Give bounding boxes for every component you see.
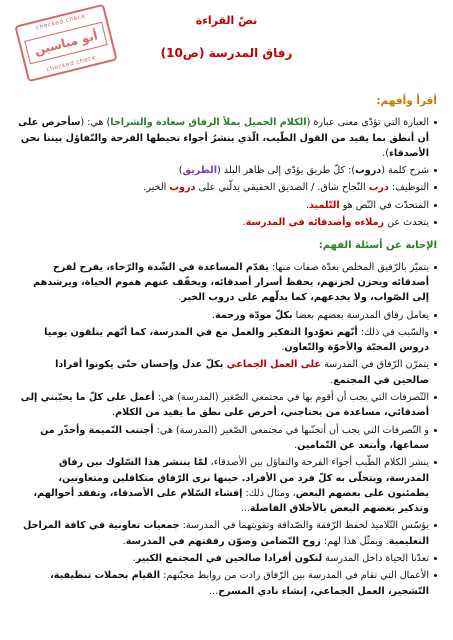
list-item [17,423,437,454]
worksheet-content [17,92,437,601]
item-text-segment: . [294,439,298,451]
item-text-segment: ): كلّ طريق يؤدّي إلى ظاهر البلد ( [217,165,356,177]
item-text-segment: يؤسّس التّلاميذ لحفظ الرّفقة والصّداقة وتقويتهما في المدرسة: [179,520,429,532]
list-item [17,568,437,599]
list-item [17,551,437,566]
item-text-segment: جمعيات تعاونية في كافة المراحل التعليمية [23,520,429,547]
read-items-list [17,115,437,230]
item-text-segment: . ويمثّل هذا لهم: [320,535,389,547]
item-text-segment: لنكون أفرادا صالحين في المجتمع الكبير [135,553,323,565]
item-text-segment: التوظيف: [388,182,429,194]
item-text-segment: . [242,217,246,229]
item-text-segment: سأحرص على أن أنطق بما يفيد من القول الطّيب، الّذي ينشرُ أجواء تحيطها الفرحة والتّفاؤل بيننا نحن الأصدقاء [18,117,429,159]
item-text-segment: . [178,292,182,304]
item-text-segment: أنّهم تعوّدوا التفكير والعمل مع في المدرسة، كما أنّهم يتلقون يوميا دروس المحبّة والأخوّة والتّعاون [44,326,429,354]
item-text-segment: . [112,407,116,419]
item-text-segment: النّجاح شاق. / الصديق الحقيقي يدلّني على [195,182,369,194]
item-text-segment: دروب [169,182,196,194]
list-item [17,518,437,549]
list-item [17,455,437,516]
item-text-segment: . [281,342,285,354]
item-text-segment: دروب [355,165,382,177]
item-text-segment: القيام بحملات تنظيفية، التّشجير، العمل الجماعي، إنشاء نادي المسرح [50,570,429,597]
item-text-segment: أجتنب النّميمة وأحذّر من سماعها، وأبتعد عن التّمامين [40,424,429,451]
item-text-segment: الطريق [182,165,218,177]
item-text-segment: والسّبب في ذلك: [357,326,429,338]
item-text-segment: تعدّنا الحياة داخل المدرسة [322,553,429,565]
list-item [17,308,437,323]
item-text-segment: التّلميذ [309,199,340,211]
item-text-segment: لمّا ينتشر هذا السّلوك بين رفاق المدرسة، ويتحلّى به كلّ فرد من الأفراد. حينها نرى الرّفاق متكافلين ومتعاونين، يطمئنون على بعضهم البعض [58,457,429,499]
item-text-segment: ) [178,165,183,177]
item-text-segment: زملاءه وأصدقائه في المدرسة [245,217,385,229]
item-text-segment: يعامل رفاق المدرسة بعضهم بعضا [292,309,429,321]
item-text-segment: . [330,374,334,386]
page-title: نصّ القراءة [195,14,258,27]
item-text-segment: بكلّ عدل وإحسان حتّى يكونوا أفرادا صالحين في المجتمع [55,359,429,386]
page-header [0,8,453,78]
item-text-segment: أعمل على كلّ ما يحبّبني إلى أصدقائي، مساعدة من يحتاجني، أحرص على نطق ما يفيد من الكلام [20,392,429,419]
item-text-segment: بكلّ مودّة ورحمة [214,309,293,321]
item-text-segment: شرح كلمة ( [381,165,429,177]
list-item [17,325,437,356]
list-item [17,215,437,230]
item-text-segment: . [305,199,310,211]
item-text-segment: يتميّز بالرّفيق المخلص بعدّة صفات منها: [268,261,429,273]
list-item [17,260,437,306]
stamp-bottom-text: checked check [45,54,97,74]
section-read-heading: أقرأ وأفهم: [376,95,437,107]
item-text-segment: العبارة التي تؤدّي معنى عبارة ( [306,117,429,129]
item-text-segment: . [122,535,126,547]
item-text-segment: الأعمال التي تقام في المدرسة بين الرّفاق زادت من روابط محبّتهم: [160,570,429,582]
item-text-segment: ... [209,585,219,597]
list-item [17,357,437,388]
list-item [17,198,437,213]
stamp-top-text: checked check [35,12,87,32]
answer-items-list [17,260,437,599]
item-text-segment: إفشاء السّلام على الأصدقاء، وتفقد أحوالهم، وتذكير بعضهم البعض بالأخلاق الفاضلة [33,487,429,515]
list-item [17,390,437,421]
item-text-segment: ينشر الكلام الطّيب أجواء الفرحة والتفاؤل بين الأصدقاء، [207,457,429,469]
item-text-segment: . [132,553,136,565]
item-text-segment: على العمل الجماعي [226,359,321,371]
item-text-segment: الخير. [143,182,170,194]
lesson-subtitle: رفاق المدرسة (ص10) [160,46,293,60]
stamp-name: أبو مياسين [24,22,107,65]
list-item [17,163,437,178]
item-text-segment: الكلام الجميل يملأ الرفاق سعادة والشراحا [110,117,307,129]
item-text-segment: يتحدث عن [384,217,429,229]
item-text-segment: ، ومثال ذلك: [242,487,296,499]
item-text-segment: يقدّم المساعدة في الشّدة والرّخاء، يفرح لفرح أصدقائه ويحزن لحزنهم، يحفظ أسرار أصدقائه، ويخفّف عنهم هموم الحياة، ويرشدهم إلى الصّواب، ولا يخدعهم، كما يدلّهم على دروب الخير [33,261,429,304]
item-text-segment: التّصرفات التي يجب أن أقوم بها في مجتمعي الصّغير (المدرسة) هي: [154,392,429,404]
item-text-segment: ... [240,503,250,515]
item-text-segment: درب [368,182,389,194]
item-text-segment: و التّصرفات التي يجب أن أتجنّبها في مجتمعي الصّغير (المدرسة) هي: [153,424,429,436]
item-text-segment: ). [382,147,389,159]
item-text-segment: ) هي: ( [80,117,111,129]
item-text-segment: المتحدّث في النّص هو [339,199,429,211]
list-item [17,115,437,161]
item-text-segment: روح التّضامن وصوّن رفقتهم في المدرسة [125,535,321,547]
list-item [17,180,437,195]
item-text-segment: يتمرّن الرّفاق في المدرسة [320,359,429,371]
item-text-segment: . [211,309,215,321]
section-answers-heading: الإجابة عن أسئلة الفهم: [318,240,437,252]
